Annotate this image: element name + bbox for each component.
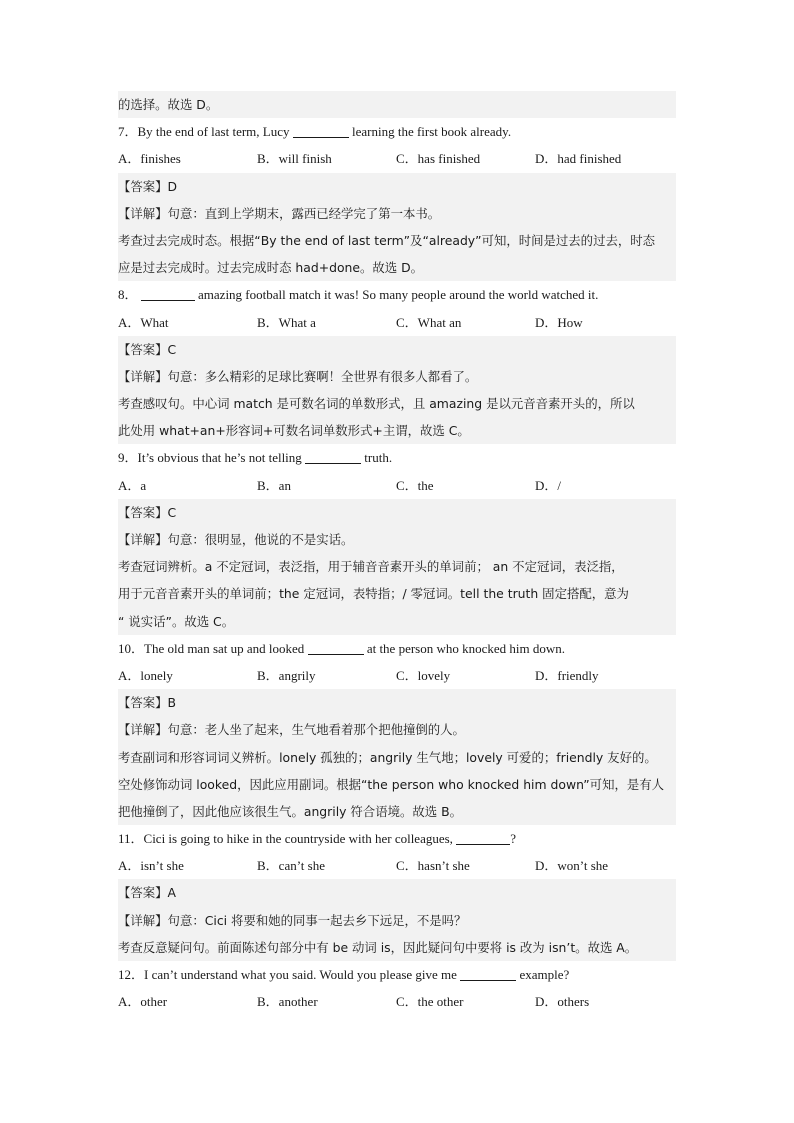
option-d: D．others (535, 994, 590, 1010)
option-a: A．isn’t she (118, 858, 184, 874)
question-text: 7．By the end of last term, Lucy (118, 124, 290, 140)
option-b: B．What a (257, 314, 316, 330)
question-text: truth. (364, 450, 393, 466)
option-d: D．won’t she (535, 858, 609, 874)
answer-line: 【答案】B (118, 689, 676, 716)
option-a: A．other (118, 994, 168, 1010)
option-b: B．an (257, 477, 291, 493)
question-text: ? (510, 831, 516, 847)
explanation-line: 考查过去完成时态。根据“By the end of last term”及“already”可知，时间是过去的过去，时态 (118, 227, 676, 254)
option-c: C．hasn’t she (396, 858, 470, 874)
option-a: A．finishes (118, 151, 181, 167)
option-c: C．lovely (396, 667, 451, 683)
question-10-options (118, 662, 676, 689)
answer-blank (456, 829, 510, 845)
answer-blank (460, 965, 516, 981)
question-text: 11．Cici is going to hike in the countryside with her colleagues, (118, 831, 453, 847)
option-b: B．angrily (257, 667, 316, 683)
answer-blank (141, 285, 195, 301)
question-text: at the person who knocked him down. (366, 640, 566, 656)
explanation-line: 空处修饰动词 looked，因此应用副词。根据“the person who knocked him down”可知，是有人 (118, 771, 676, 798)
question-9 (118, 444, 676, 471)
option-c: C．the (396, 477, 434, 493)
question-content (118, 91, 676, 1015)
option-d: D．/ (535, 477, 562, 493)
option-c: C．What an (396, 314, 462, 330)
explanation-line: 考查感叹句。中心词 match 是可数名词的单数形式，且 amazing 是以元音音素开头的，所以 (118, 390, 676, 417)
question-12-options (118, 988, 676, 1015)
explanation-line: 用于元音音素开头的单词前；the 定冠词，表特指；/ 零冠词。tell the truth 固定搭配，意为 (118, 580, 676, 607)
answer-blank (293, 122, 349, 138)
option-d: D．had finished (535, 151, 622, 167)
option-b: B．another (257, 994, 318, 1010)
question-text: learning the first book already. (352, 124, 512, 140)
option-d: D．How (535, 314, 583, 330)
question-10 (118, 635, 676, 662)
explanation-line: 考查副词和形容词词义辨析。lonely 孤独的；angrily 生气地；lovely 可爱的；friendly 友好的。 (118, 744, 676, 771)
answer-blank (305, 448, 361, 464)
option-d: D．friendly (535, 667, 599, 683)
answer-line: 【答案】D (118, 173, 676, 200)
question-8 (118, 281, 676, 308)
question-7-options (118, 145, 676, 172)
question-11-options (118, 852, 676, 879)
option-a: A．a (118, 477, 147, 493)
answer-line: 【答案】A (118, 879, 676, 906)
explanation-line: 此处用 what+an+形容词+可数名词单数形式+主谓，故选 C。 (118, 417, 676, 444)
option-b: B．can’t she (257, 858, 325, 874)
option-c: C．the other (396, 994, 464, 1010)
option-c: C．has finished (396, 151, 481, 167)
explanation-line: 的选择。故选 D。 (118, 91, 676, 118)
question-12 (118, 961, 676, 988)
question-text: 12．I can’t understand what you said. Would you please give me (118, 967, 457, 982)
question-text: example? (519, 967, 570, 982)
answer-line: 【答案】C (118, 336, 676, 363)
question-text: amazing football match it was! So many people around the world watched it. (198, 287, 599, 303)
explanation-line: “ 说实话”。故选 C。 (118, 608, 676, 635)
explanation-line: 考查反意疑问句。前面陈述句部分中有 be 动词 is，因此疑问句中要将 is 改为 isn’t。故选 A。 (118, 934, 676, 961)
explanation-line: 【详解】句意：直到上学期末，露西已经学完了第一本书。 (118, 200, 676, 227)
explanation-line: 把他撞倒了，因此他应该很生气。angrily 符合语境。故选 B。 (118, 798, 676, 825)
option-a: A．lonely (118, 667, 173, 683)
explanation-line: 【详解】句意：很明显，他说的不是实话。 (118, 526, 676, 553)
answer-line: 【答案】C (118, 499, 676, 526)
question-text: 10．The old man sat up and looked (118, 640, 305, 656)
question-8-options (118, 309, 676, 336)
explanation-line: 考查冠词辨析。a 不定冠词，表泛指，用于辅音音素开头的单词前； an 不定冠词，表泛指， (118, 553, 676, 580)
question-9-options (118, 472, 676, 499)
option-a: A．What (118, 314, 169, 330)
question-text: 9．It’s obvious that he’s not telling (118, 450, 302, 466)
explanation-line: 【详解】句意：Cici 将要和她的同事一起去乡下远足，不是吗？ (118, 907, 676, 934)
question-7 (118, 118, 676, 145)
option-b: B．will finish (257, 151, 332, 167)
question-text: 8． (118, 287, 138, 303)
explanation-line: 【详解】句意：老人坐了起来，生气地看着那个把他撞倒的人。 (118, 716, 676, 743)
explanation-line: 应是过去完成时。过去完成时态 had+done。故选 D。 (118, 254, 676, 281)
explanation-line: 【详解】句意：多么精彩的足球比赛啊！全世界有很多人都看了。 (118, 363, 676, 390)
question-11 (118, 825, 676, 852)
answer-blank (308, 639, 364, 655)
